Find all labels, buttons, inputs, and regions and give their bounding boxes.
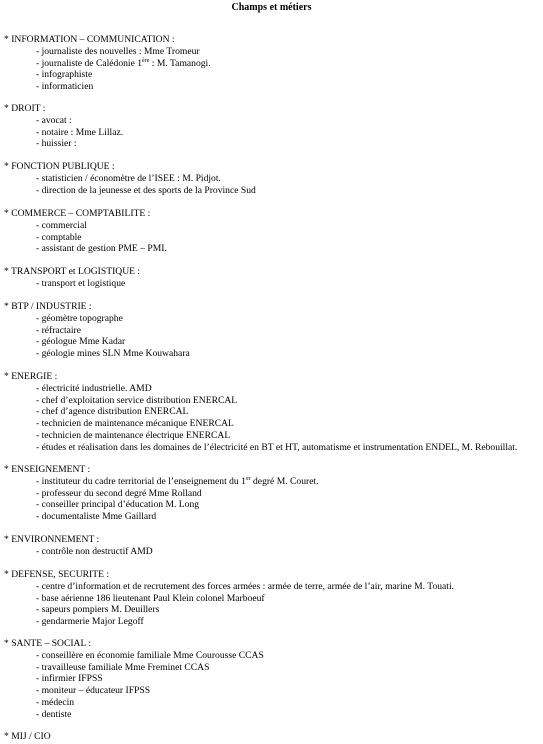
section-energie — [4, 371, 540, 454]
list-item: - commercial — [36, 219, 87, 231]
list-item: - base aérienne 186 lieutenant Paul Klein colonel Marboeuf — [36, 592, 265, 604]
section-fonction-publique — [4, 161, 540, 196]
item-list — [4, 546, 540, 558]
list-item: - infirmier IFPSS — [36, 673, 103, 685]
list-item: - instituteur du cadre territorial de l’enseignement du 1er degré M. Couret. — [36, 475, 319, 487]
list-item: - journaliste des nouvelles : Mme Tromeur — [36, 45, 200, 57]
item-list — [4, 220, 540, 255]
list-item: - réfractaire — [36, 324, 81, 336]
list-item: - chef d’exploitation service distribution ENERCAL — [36, 394, 238, 406]
section-heading: * INFORMATION – COMMUNICATION : — [4, 34, 175, 45]
section-heading: * FONCTION PUBLIQUE : — [4, 161, 115, 172]
item-list — [4, 581, 540, 628]
section-enseignement — [4, 464, 540, 523]
item-list — [4, 313, 540, 360]
section-commerce-comptabilite — [4, 208, 540, 255]
page-title: Champs et métiers — [231, 2, 312, 13]
section-heading: * DROIT : — [4, 103, 46, 114]
section-heading: * SANTE – SOCIAL : — [4, 638, 92, 649]
list-item: - infographiste — [36, 69, 93, 81]
section-droit — [4, 103, 540, 150]
section-defense-securite — [4, 569, 540, 628]
list-item: - statisticien / économètre de l’ISEE : M. Pidjot. — [36, 172, 221, 184]
section-mij-cio — [4, 731, 540, 743]
list-item: - informaticien — [36, 81, 94, 93]
item-list — [4, 383, 540, 454]
section-heading: * ENSEIGNEMENT : — [4, 464, 91, 475]
list-item: - documentaliste Mme Gaillard — [36, 511, 157, 523]
list-item: - technicien de maintenance mécanique ENERCAL — [36, 418, 234, 430]
list-item: - notaire : Mme Lillaz. — [36, 126, 124, 138]
list-item: - conseiller principal d’éducation M. Long — [36, 499, 200, 511]
item-list — [4, 173, 540, 197]
list-item: - centre d’information et de recrutement des forces armées : armée de terre, armée de l’air, marine M. Touati. — [36, 580, 455, 592]
list-item: - sapeurs pompiers M. Deuillers — [36, 604, 160, 616]
list-item: - géologie mines SLN Mme Kouwahara — [36, 348, 190, 360]
list-item: - géologue Mme Kadar — [36, 336, 126, 348]
section-heading: * TRANSPORT et LOGISTIQUE : — [4, 266, 141, 277]
list-item: - médecin — [36, 696, 75, 708]
section-heading: * DEFENSE, SECURITE : — [4, 569, 110, 580]
item-list — [4, 278, 540, 290]
section-heading: * ENVIRONNEMENT : — [4, 534, 100, 545]
list-item: - dentiste — [36, 708, 72, 720]
list-item: - professeur du second degré Mme Rolland — [36, 487, 202, 499]
list-item: - journaliste de Calédonie 1ère : M. Tamanogi. — [36, 57, 211, 69]
section-heading: * MIJ / CIO — [4, 731, 51, 742]
section-sante-social — [4, 638, 540, 721]
list-item: - moniteur – éducateur IFPSS — [36, 685, 151, 697]
list-item: - direction de la jeunesse et des sports de la Province Sud — [36, 184, 256, 196]
list-item: - chef d’agence distribution ENERCAL — [36, 406, 189, 418]
list-item: - conseillère en économie familiale Mme Courousse CCAS — [36, 649, 264, 661]
list-item: - huissier : — [36, 138, 77, 150]
list-item: - comptable — [36, 231, 82, 243]
section-heading: * COMMERCE – COMPTABILITE : — [4, 208, 151, 219]
list-item: - études et réalisation dans les domaines de l’électricité en BT et HT, automatisme et instrumentation ENDEL, M. Rebouillat. — [36, 441, 518, 453]
list-item: - travailleuse familiale Mme Freminet CCAS — [36, 661, 210, 673]
list-item: - assistant de gestion PME – PMI. — [36, 243, 167, 255]
list-item: - contrôle non destructif AMD — [36, 545, 153, 557]
list-item: - gendarmerie Major Legoff — [36, 616, 144, 628]
item-list — [4, 476, 540, 523]
list-item: - électricité industrielle. AMD — [36, 382, 152, 394]
section-heading: * BTP / INDUSTRIE : — [4, 301, 92, 312]
section-information-communication — [4, 34, 540, 93]
item-list — [4, 115, 540, 150]
list-item: - technicien de maintenance électrique ENERCAL — [36, 429, 231, 441]
section-transport-logistique — [4, 266, 540, 290]
item-list — [4, 46, 540, 93]
section-environnement — [4, 534, 540, 558]
item-list — [4, 650, 540, 721]
list-item: - transport et logistique — [36, 277, 126, 289]
section-btp-industrie — [4, 301, 540, 360]
section-heading: * ENERGIE : — [4, 371, 58, 382]
list-item: - géomètre topographe — [36, 312, 123, 324]
list-item: - avocat : — [36, 114, 72, 126]
